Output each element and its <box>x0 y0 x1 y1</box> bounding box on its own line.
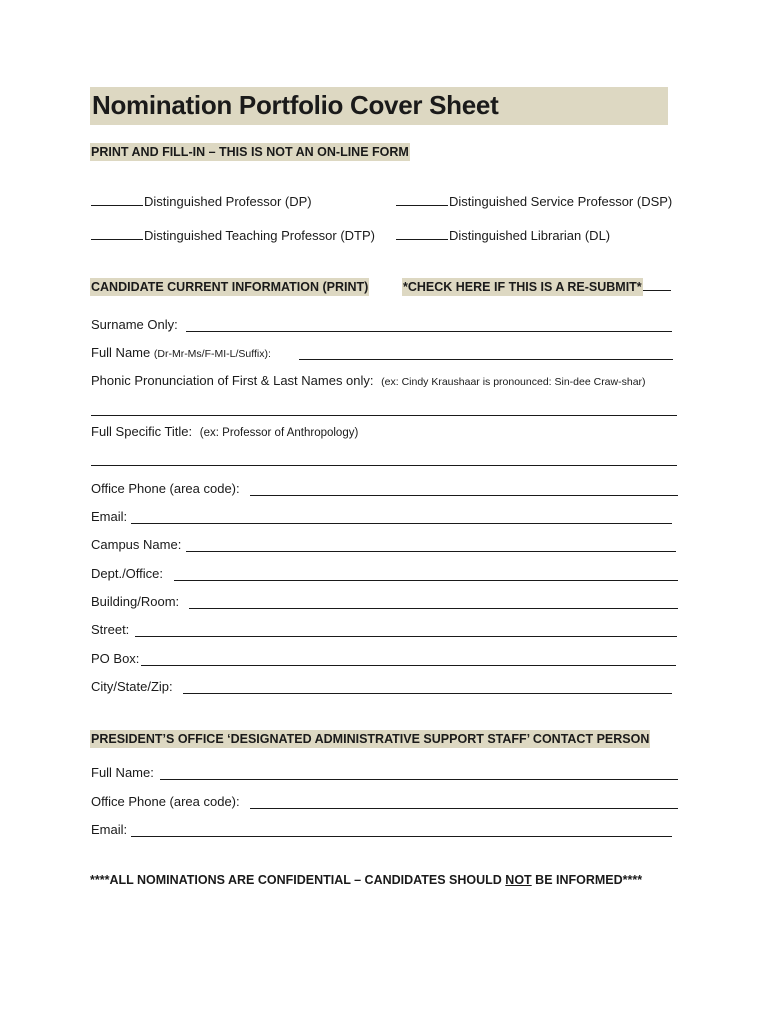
contact-office-phone-field[interactable] <box>250 808 678 809</box>
contact-heading-text: PRESIDENT’S OFFICE ‘DESIGNATED ADMINISTRATIVE SUPPORT STAFF’ CONTACT PERSON <box>91 732 650 746</box>
specific-title-label <box>91 424 358 439</box>
category-dp-label: Distinguished Professor (DP) <box>144 194 312 209</box>
full-name-field[interactable] <box>299 359 673 360</box>
city-field[interactable] <box>183 693 672 694</box>
category-dl[interactable] <box>396 228 610 243</box>
phonic-field[interactable] <box>91 415 677 416</box>
contact-full-name-label: Full Name: <box>91 765 154 780</box>
contact-office-phone-label: Office Phone (area code): <box>91 794 240 809</box>
street-field[interactable] <box>135 636 677 637</box>
building-label: Building/Room: <box>91 594 180 609</box>
phonic-text: Phonic Pronunciation of First & Last Names only: <box>91 373 374 388</box>
category-dtp[interactable] <box>91 228 375 243</box>
dept-label: Dept./Office: <box>91 566 164 581</box>
notice-emphasis: NOT <box>505 873 532 887</box>
resubmit-checkbox[interactable] <box>402 278 671 296</box>
street-label: Street: <box>91 622 130 637</box>
office-phone-label: Office Phone (area code): <box>91 481 240 496</box>
candidate-heading-text: CANDIDATE CURRENT INFORMATION (PRINT) <box>91 280 369 294</box>
instructions-text: PRINT AND FILL-IN – THIS IS NOT AN ON-LINE FORM <box>91 145 409 159</box>
campus-label: Campus Name: <box>91 537 182 552</box>
blank-line[interactable] <box>396 194 448 206</box>
category-dsp[interactable] <box>396 194 672 209</box>
surname-field[interactable] <box>186 331 672 332</box>
specific-title-field[interactable] <box>91 465 677 466</box>
specific-title-hint: (ex: Professor of Anthropology) <box>199 427 359 439</box>
dept-field[interactable] <box>174 580 678 581</box>
notice-prefix: ****ALL NOMINATIONS ARE CONFIDENTIAL – CANDIDATES SHOULD <box>90 873 506 887</box>
instructions-banner <box>90 143 410 161</box>
full-name-label <box>91 345 271 360</box>
resubmit-blank[interactable] <box>643 279 671 291</box>
category-dsp-label: Distinguished Service Professor (DSP) <box>449 194 673 209</box>
email-field[interactable] <box>131 523 672 524</box>
blank-line[interactable] <box>91 194 143 206</box>
full-name-hint: (Dr-Mr-Ms/F-MI-L/Suffix): <box>153 348 271 360</box>
category-dp[interactable] <box>91 194 312 209</box>
email-label: Email: <box>91 509 128 524</box>
campus-field[interactable] <box>186 551 676 552</box>
confidentiality-notice <box>90 873 642 887</box>
specific-title-text: Full Specific Title: <box>91 424 193 439</box>
page-title: Nomination Portfolio Cover Sheet <box>92 90 499 120</box>
resubmit-label: *CHECK HERE IF THIS IS A RE-SUBMIT* <box>403 280 642 294</box>
contact-email-label: Email: <box>91 822 128 837</box>
po-box-label: PO Box: <box>91 651 140 666</box>
notice-suffix: BE INFORMED**** <box>531 873 643 887</box>
contact-heading <box>90 730 650 748</box>
po-box-field[interactable] <box>141 665 676 666</box>
category-dtp-label: Distinguished Teaching Professor (DTP) <box>144 228 375 243</box>
candidate-heading <box>90 278 369 296</box>
contact-email-field[interactable] <box>131 836 672 837</box>
building-field[interactable] <box>189 608 678 609</box>
contact-full-name-field[interactable] <box>160 779 678 780</box>
full-name-text: Full Name <box>91 345 151 360</box>
blank-line[interactable] <box>91 228 143 240</box>
phonic-hint: (ex: Cindy Kraushaar is pronounced: Sin-dee Craw-shar) <box>381 376 646 388</box>
office-phone-field[interactable] <box>250 495 678 496</box>
surname-label: Surname Only: <box>91 317 178 332</box>
phonic-label <box>91 373 646 388</box>
city-label: City/State/Zip: <box>91 679 173 694</box>
category-dl-label: Distinguished Librarian (DL) <box>449 228 611 243</box>
blank-line[interactable] <box>396 228 448 240</box>
